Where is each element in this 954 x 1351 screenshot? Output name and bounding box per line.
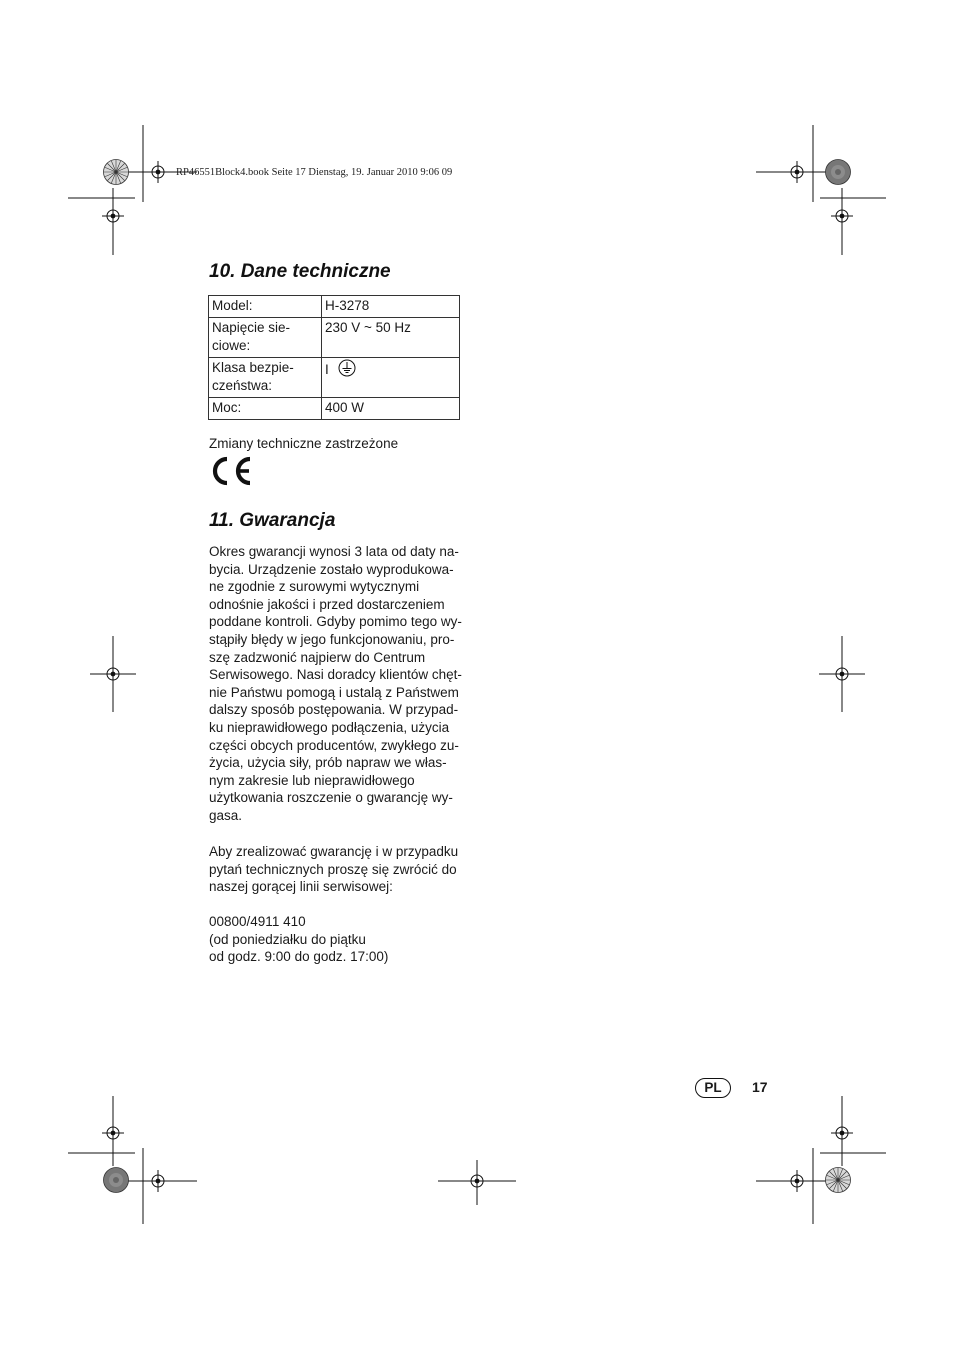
table-cell-label: Napięcie sie- ciowe:: [209, 318, 322, 358]
ce-mark-icon: [209, 455, 255, 487]
warranty-paragraph: Okres gwarancji wynosi 3 lata od daty na- bycia. Urządzenie zostało wyprodukowa- ne zgodnie z surowymi wytycznymi odnośnie jakości i przed dostarczeniem poddane kontroli. Gdyby pomimo tego wy- stąpiły błędy w jego funkcjonowaniu, pro- szę zadzwonić najpierw do Centrum Serwisowego. Nasi doradcy klientów chęt- nie Państwu pomogą i ustalą z Państwem dalszy sposób postępowania. W przypad- ku nieprawidłowego podłączenia, użycia części obcych producentów, zwykłego zu- życia, użycia siły, prób napraw we włas- nym zakresie lub nieprawidłowego użytkowania roszczenie o gwarancję wy- gasa.: [209, 544, 462, 823]
section-title-warranty: 11. Gwarancja: [209, 510, 336, 531]
table-row: [209, 398, 460, 420]
table-cell-value: I: [322, 358, 460, 398]
table-cell-value: 230 V ~ 50 Hz: [322, 318, 460, 358]
table-row: [209, 358, 460, 398]
page-number: 17: [752, 1079, 768, 1095]
technical-data-table: [208, 295, 460, 420]
table-row: [209, 318, 460, 358]
contact-block: 00800/4911 410 (od poniedziałku do piątku od godz. 9:00 do godz. 17:00): [209, 913, 484, 966]
table-cell-label: Moc:: [209, 398, 322, 420]
table-cell-value: 400 W: [322, 398, 460, 420]
table-row: [209, 296, 460, 318]
section-title-technical-data: 10. Dane techniczne: [209, 261, 391, 282]
technical-changes-note: Zmiany techniczne zastrzeżone: [209, 436, 399, 451]
hotline-number: 00800/4911 410: [209, 914, 306, 929]
table-cell-label: Model:: [209, 296, 322, 318]
hotline-paragraph: Aby zrealizować gwarancję i w przypadku pytań technicznych proszę się zwrócić do naszej gorącej linii serwisowej:: [209, 844, 459, 895]
table-cell-value: H-3278: [322, 296, 460, 318]
protective-earth-icon: [338, 359, 356, 377]
table-cell-label: Klasa bezpie- czeństwa:: [209, 358, 322, 398]
print-header: RP46551Block4.book Seite 17 Dienstag, 19. Januar 2010 9:06 09: [176, 167, 453, 178]
language-badge: PL: [695, 1078, 731, 1098]
